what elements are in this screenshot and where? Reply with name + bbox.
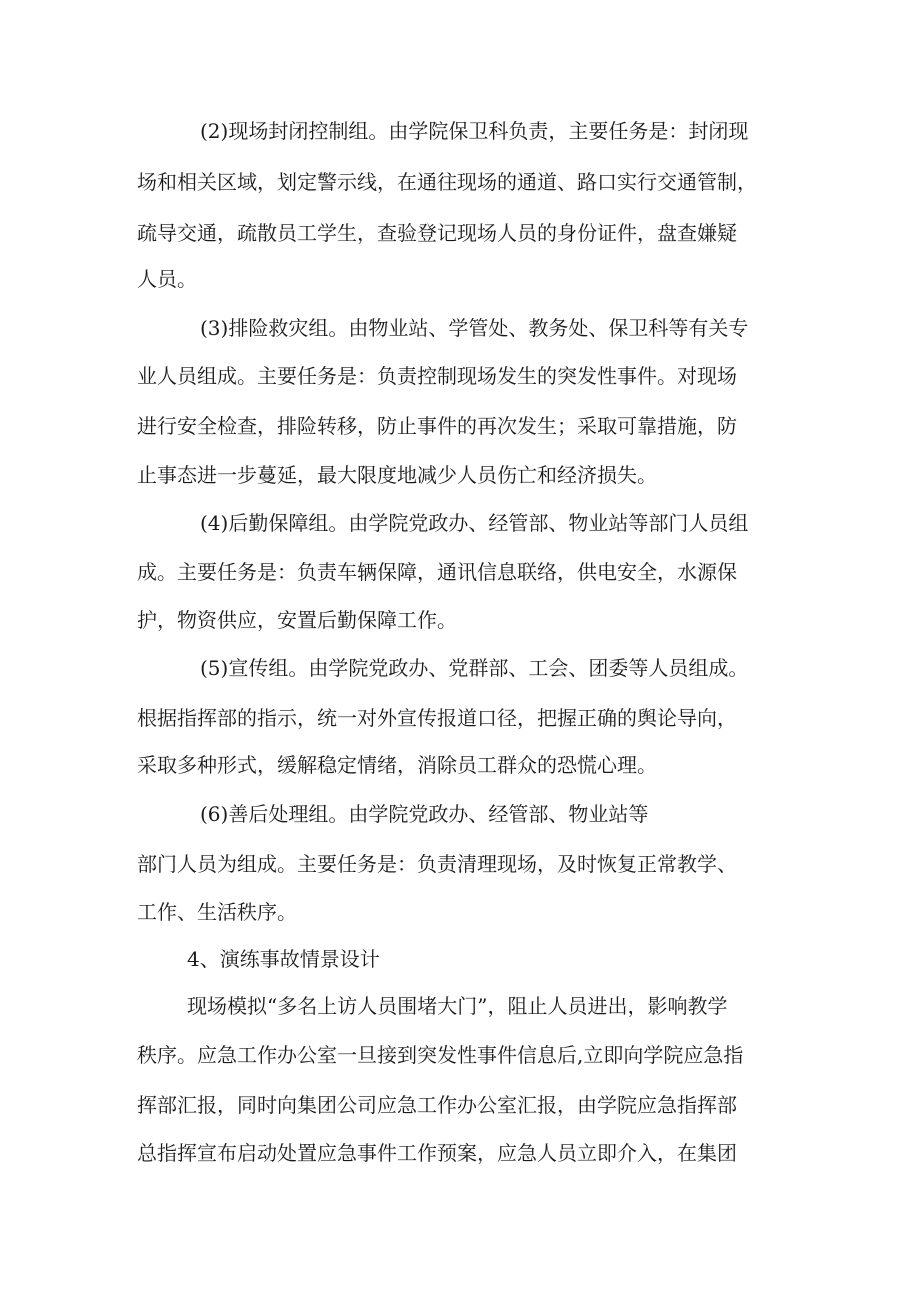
text-line: (4)后勤保障组。由学院党政办、经管部、物业站等部门人员组 [200, 511, 749, 535]
text-line: 人员。 [137, 267, 197, 291]
text-line: 场和相关区域，划定警示线，在通往现场的通道、路口实行交通管制， [137, 170, 757, 194]
text-line: 工作、生活秩序。 [137, 900, 297, 924]
text-line: 进行安全检查，排险转移，防止事件的再次发生；采取可靠措施，防 [137, 414, 737, 438]
text-line: 成。主要任务是：负责车辆保障，通讯信息联络，供电安全，水源保 [137, 560, 737, 584]
text-line: 秩序。应急工作办公室一旦接到突发性事件信息后,立即向学院应急指 [137, 1043, 744, 1067]
text-line: 挥部汇报，同时向集团公司应急工作办公室汇报，由学院应急指挥部 [137, 1093, 737, 1117]
text-line: 现场模拟“多名上访人员围堵大门”，阻止人员进出，影响教学 [187, 994, 728, 1018]
text-line: (3)排险救灾组。由物业站、学管处、教务处、保卫科等有关专 [200, 316, 749, 340]
text-line: 止事态进一步蔓延，最大限度地减少人员伤亡和经济损失。 [137, 463, 657, 487]
section-heading: 4、演练事故情景设计 [187, 947, 380, 971]
text-line: (2)现场封闭控制组。由学院保卫科负责，主要任务是：封闭现 [200, 119, 749, 143]
text-line: 根据指挥部的指示，统一对外宣传报道口径，把握正确的舆论导向， [137, 706, 737, 730]
text-line: 总指挥宣布启动处置应急事件工作预案，应急人员立即介入，在集团 [137, 1141, 737, 1165]
text-line: 业人员组成。主要任务是：负责控制现场发生的突发性事件。对现场 [137, 364, 737, 388]
text-line: 疏导交通，疏散员工学生，查验登记现场人员的身份证件，盘查嫌疑 [137, 221, 737, 245]
text-line: 采取多种形式，缓解稳定情绪，消除员工群众的恐慌心理。 [137, 753, 657, 777]
text-line: 部门人员为组成。主要任务是：负责清理现场，及时恢复正常教学、 [137, 852, 737, 876]
text-line: (6)善后处理组。由学院党政办、经管部、物业站等 [200, 802, 649, 826]
text-line: 护，物资供应，安置后勤保障工作。 [137, 608, 457, 632]
text-line: (5)宣传组。由学院党政办、党群部、工会、团委等人员组成。 [200, 656, 749, 680]
